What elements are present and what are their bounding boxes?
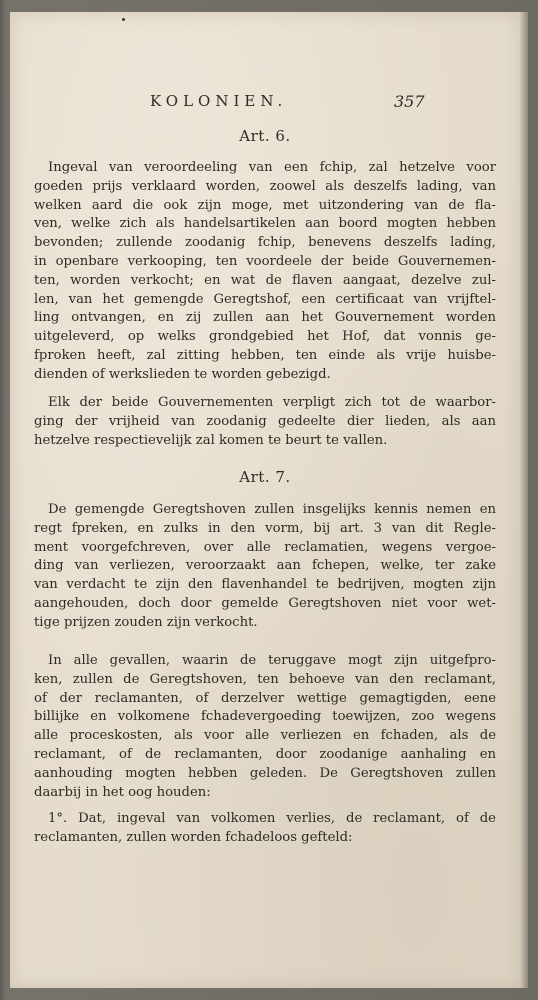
text-line: of der reclamanten, of derzelver wettige gemagtigden, eene — [34, 690, 496, 706]
article-7-paragraph-3 — [34, 810, 496, 848]
text-line: Elk der beide Gouvernementen verpligt zich tot de waarbor- — [48, 395, 496, 410]
article-6-paragraph-1 — [34, 159, 496, 385]
text-line: len, van het gemengde Geregtshof, een certificaat van vrijftel- — [34, 291, 496, 307]
text-line: fproken heeft, zal zitting hebben, ten einde als vrije huisbe- — [34, 347, 496, 363]
text-line: hetzelve respectievelijk zal komen te beurt te vallen. — [34, 432, 388, 448]
text-line: aanhouding mogten hebben geleden. De Geregtshoven zullen — [34, 765, 496, 781]
article-7-heading: Art. 7. — [239, 468, 291, 486]
text-line: ten, worden verkocht; en wat de flaven aangaat, dezelve zul- — [34, 272, 496, 288]
text-line: van verdacht te zijn den flavenhandel te bedrijven, mogten zijn — [34, 577, 496, 593]
text-line: 1°. Dat, ingeval van volkomen verlies, de reclamant, of de — [48, 811, 496, 826]
text-line: regt fpreken, en zulks in den vorm, bij art. 3 van dit Regle- — [34, 520, 496, 536]
text-line: dienden of werkslieden te worden gebezigd. — [34, 366, 331, 382]
ink-speck — [122, 18, 125, 21]
text-line: alle proceskosten, als voor alle verliezen en fchaden, als de — [34, 728, 496, 744]
text-line: goeden prijs verklaard worden, zoowel als deszelfs lading, van — [34, 178, 496, 194]
running-head — [10, 92, 520, 116]
text-line: ken, zullen de Geregtshoven, ten behoeve van den reclamant, — [34, 671, 496, 687]
text-line: uitgeleverd, op welks grondgebied het Hof, dat vonnis ge- — [34, 329, 496, 345]
article-7-paragraph-1 — [34, 501, 496, 633]
text-line: bevonden; zullende zoodanig fchip, benevens deszelfs lading, — [34, 235, 496, 251]
text-line: reclamant, of de reclamanten, door zoodanige aanhaling en — [34, 746, 496, 762]
text-line: In alle gevallen, waarin de teruggave mogt zijn uitgefpro- — [48, 653, 496, 668]
text-line: welken aard die ook zijn moge, met uitzondering van de fla- — [34, 197, 496, 213]
book-page — [10, 12, 520, 988]
text-line: daarbij in het oog houden: — [34, 784, 211, 800]
running-title: KOLONIEN. — [150, 92, 288, 110]
text-line: ging der vrijheid van zoodanig gedeelte dier lieden, als aan — [34, 413, 496, 429]
article-7-paragraph-2 — [34, 652, 496, 802]
page-number: 357 — [394, 92, 425, 111]
text-line: ling ontvangen, en zij zullen aan het Gouvernement worden — [34, 310, 496, 326]
text-line: in openbare verkooping, ten voordeele der beide Gouvernemen- — [34, 253, 496, 269]
page-edge — [520, 12, 528, 988]
text-line: ding van verliezen, veroorzaakt aan fchepen, welke, ter zake — [34, 558, 496, 574]
article-6-paragraph-2 — [34, 394, 496, 450]
text-line: aangehouden, doch door gemelde Geregtshoven niet voor wet- — [34, 595, 496, 611]
text-line: ven, welke zich als handelsartikelen aan boord mogten hebben — [34, 216, 496, 232]
text-line: tige prijzen zouden zijn verkocht. — [34, 614, 258, 630]
text-line: reclamanten, zullen worden fchadeloos gefteld: — [34, 829, 353, 845]
text-line: billijke en volkomene fchadevergoeding toewijzen, zoo wegens — [34, 709, 496, 725]
text-line: De gemengde Geregtshoven zullen insgelijks kennis nemen en — [48, 502, 496, 517]
article-6-heading: Art. 6. — [239, 127, 291, 145]
text-line: ment voorgefchreven, over alle reclamatien, wegens vergoe- — [34, 539, 496, 555]
text-line: Ingeval van veroordeeling van een fchip, zal hetzelve voor — [48, 160, 496, 175]
